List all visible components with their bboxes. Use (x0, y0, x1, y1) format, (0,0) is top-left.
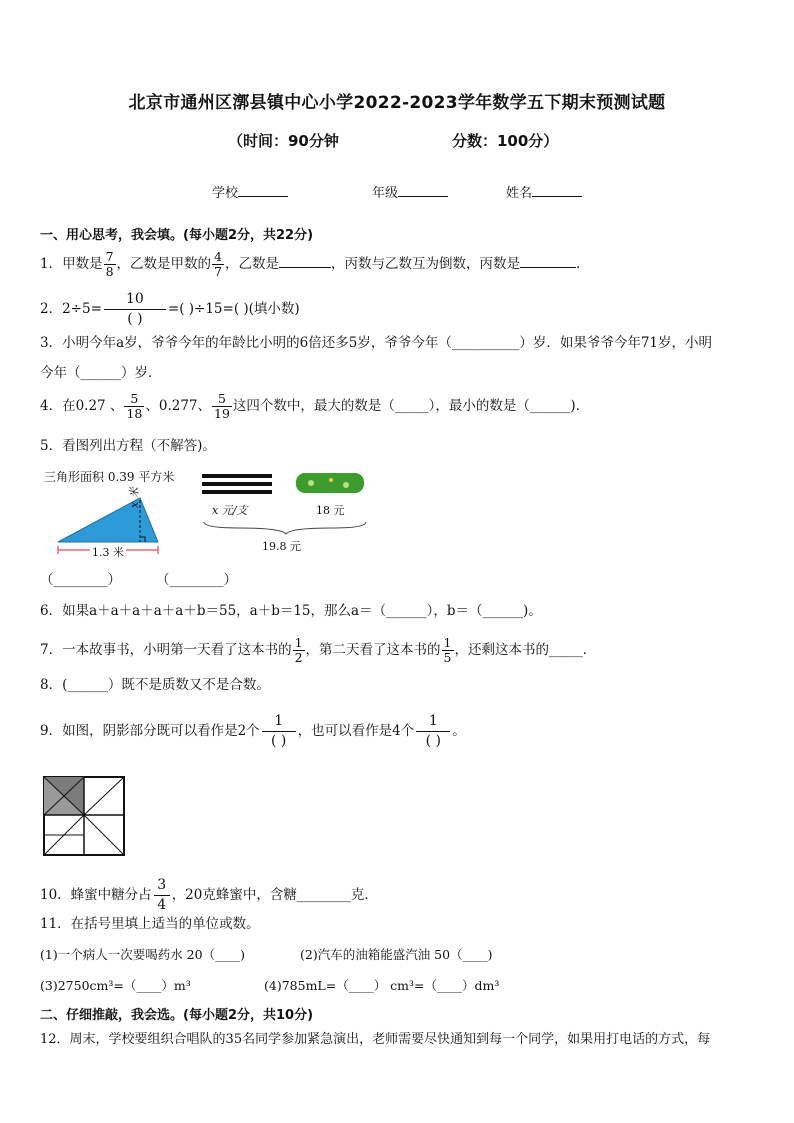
question-9: 9．如图，阴影部分既可以看作是2个 1 ( ) ，也可以看作是4个 1 ( ) 。 (40, 713, 466, 749)
equation-blank-1[interactable]: （________） (40, 572, 121, 588)
triangle-caption: 三角形面积 0.39 平方米 (44, 470, 175, 484)
question-11-part-3: (3)2750cm³=（____）m³ (40, 978, 191, 993)
square-figure (42, 775, 126, 857)
question-8: 8．(______）既不是质数又不是合数。 (40, 677, 270, 693)
pen-price-label: x 元/支 (212, 504, 248, 517)
question-1: 1．甲数是 $\frac{7}{8}$ ，乙数是甲数的 $\frac{4}{7}$ ，乙数是 ，丙数与乙数互为倒数，丙数是 . (40, 249, 581, 279)
question-3-line-2: 今年（______）岁． (40, 365, 162, 381)
grade-field[interactable] (372, 182, 448, 201)
pen-3 (202, 490, 272, 494)
question-5: 5．看图列出方程（不解答)。 (40, 438, 216, 454)
question-11-part-1: (1)一个病人一次要喝药水 20（____) (40, 947, 245, 962)
case-price-label: 18 元 (316, 504, 345, 517)
question-11-part-4: (4)785mL=（____） cm³=（____）dm³ (264, 978, 500, 993)
question-4: 4．在0.27 、 $\frac{5}{18}$ 、0.277、 $\frac{5}{19}$ 这四个数中，最大的数是（_____），最小的数是（______)． (40, 391, 590, 421)
triangle-shape (58, 498, 158, 542)
name-label: 姓名 (506, 186, 533, 201)
question-3-line-1: 3．小明今年a岁，爷爷今年的年龄比小明的6倍还多5岁，爷爷今年（__________）岁．如果爷爷今年71岁，小明 (40, 335, 712, 351)
height-label: x 米 (128, 487, 141, 508)
equation-blank-2[interactable]: （________） (156, 572, 237, 588)
question-11-part-2: (2)汽车的油箱能盛汽油 50（____) (300, 947, 493, 962)
exam-score: 分数：100分） (452, 132, 559, 150)
total-brace (204, 522, 366, 534)
total-price-label: 19.8 元 (262, 540, 301, 553)
name-field[interactable] (506, 182, 582, 201)
pen-1 (202, 474, 272, 478)
base-label: 1.3 米 (92, 546, 124, 559)
page-title: 北京市通州区漷县镇中心小学2022-2023学年数学五下期末预测试题 (128, 93, 666, 113)
question-11: 11．在括号里填上适当的单位或数。 (40, 916, 260, 932)
pen-2 (202, 482, 272, 486)
question-10: 10．蜂蜜中糖分占 $\frac{3}{4}$ ，20克蜂蜜中，含糖________克． (40, 877, 378, 913)
question-7: 7．一本故事书，小明第一天看了这本书的 $\frac{1}{2}$ ，第二天看了这本书的 $\frac{1}{5}$ ，还剩这本书的_____． (40, 635, 597, 665)
school-label: 学校 (212, 186, 239, 201)
section-heading-2: 二、仔细推敲，我会选。(每小题2分，共10分) (40, 1008, 314, 1023)
question-6: 6．如果a＋a＋a＋a＋a＋b＝55，a＋b＝15，那么a＝（______），b＝（______)。 (40, 603, 542, 619)
school-field[interactable] (212, 182, 288, 201)
question-2: 2．2÷5= 10 ( ) =( )÷15=( )(填小数) (40, 291, 300, 327)
grade-label: 年级 (372, 186, 399, 201)
exam-time: （时间：90分钟 (228, 132, 339, 150)
pencil-case (296, 473, 364, 493)
question-12: 12．周末，学校要组织合唱队的35名同学参加紧急演出，老师需要尽快通知到每一个同学，如果用打电话的方式，每 (40, 1032, 711, 1047)
answer-blank[interactable] (520, 255, 576, 268)
answer-blank[interactable] (279, 255, 331, 268)
section-heading-1: 一、用心思考，我会填。(每小题2分，共22分) (40, 228, 314, 243)
